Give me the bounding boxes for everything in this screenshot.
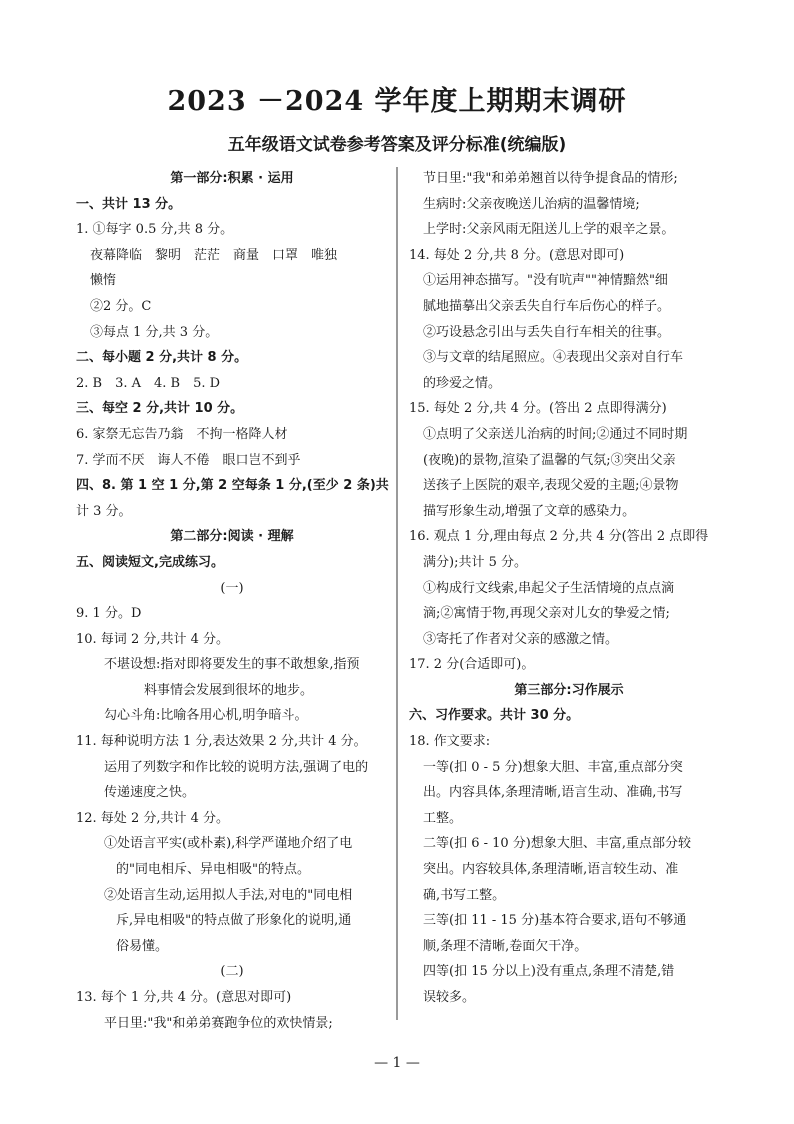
answer-line: 12. 每处 2 分,共计 4 分。	[76, 810, 230, 826]
answer-line: 满分);共计 5 分。	[423, 554, 527, 570]
answer-line: 腻地描摹出父亲丢失自行车后伤心的样子。	[423, 298, 671, 314]
answer-line: ①点明了父亲送儿治病的时间;②通过不同时期	[423, 426, 688, 442]
answer-line: ③与文章的结尾照应。④表现出父亲对自行车	[423, 350, 684, 366]
answer-line: ①运用神态描写。"没有吭声""神情黯然"细	[423, 273, 668, 289]
answer-line: 滴;②寓情于物,再现父亲对儿女的挚爱之情;	[423, 606, 670, 622]
answer-line: 的珍爱之情。	[423, 375, 502, 391]
answer-line: 懒惰	[90, 273, 117, 289]
answer-line: 确,书写工整。	[423, 887, 506, 903]
section-heading: 五、阅读短文,完成练习。	[76, 554, 224, 570]
answer-line: 15. 每处 2 分,共 4 分。(答出 2 点即得满分)	[409, 401, 667, 417]
answer-line: 生病时:父亲夜晚送儿治病的温馨情境;	[423, 196, 640, 212]
section-heading: 三、每空 2 分,共计 10 分。	[76, 401, 244, 417]
answer-line: 9. 1 分。D	[76, 606, 142, 622]
answer-line: 11. 每种说明方法 1 分,表达效果 2 分,共计 4 分。	[76, 734, 367, 750]
answer-line: 传递速度之快。	[104, 785, 196, 801]
right-column	[409, 166, 729, 1011]
answer-line: (夜晚)的景物,渲染了温馨的气氛;③突出父亲	[423, 452, 676, 468]
answer-line: 的"同电相斥、异电相吸"的特点。	[116, 862, 310, 878]
answer-line: 7. 学而不厌 诲人不倦 眼口岂不到乎	[76, 452, 301, 468]
answer-line: 突出。内容较具体,条理清晰,语言较生动、准	[423, 862, 679, 878]
answer-line: ③每点 1 分,共 3 分。	[90, 324, 219, 340]
answer-line: 13. 每个 1 分,共 4 分。(意思对即可)	[76, 990, 292, 1005]
answer-line: 误较多。	[423, 990, 476, 1005]
section-heading: 二、每小题 2 分,共计 8 分。	[76, 350, 248, 366]
column-divider	[396, 167, 398, 1020]
page-number: — 1 —	[374, 1055, 420, 1071]
subsection-label: (二)	[220, 964, 244, 980]
answer-line: 1. ①每字 0.5 分,共 8 分。	[76, 222, 234, 238]
answer-line: 18. 作文要求:	[409, 734, 491, 750]
answer-line: 描写形象生动,增强了文章的感染力。	[423, 503, 636, 519]
part-heading: 第一部分:积累 · 运用	[170, 171, 294, 186]
answer-line: 2. B 3. A 4. B 5. D	[76, 375, 221, 391]
answer-line: 17. 2 分(合适即可)。	[409, 657, 535, 673]
answer-line: ①构成行文线索,串起父子生活情境的点点滴	[423, 580, 675, 596]
answer-line: 夜幕降临 黎明 茫茫 商量 口罩 唯独	[90, 247, 338, 263]
answer-line: 出。内容具体,条理清晰,语言生动、准确,书写	[423, 785, 683, 801]
answer-line: ③寄托了作者对父亲的感激之情。	[423, 631, 619, 647]
document-title: 2023 －2024 学年度上期期末调研	[167, 86, 627, 117]
answer-line: 一等(扣 0 - 5 分)想象大胆、丰富,重点部分突	[423, 759, 683, 775]
answer-line: ②处语言生动,运用拟人手法,对电的"同电相	[104, 887, 353, 903]
answer-line: 上学时:父亲风雨无阻送儿上学的艰辛之景。	[423, 222, 675, 238]
section-heading: 一、共计 13 分。	[76, 196, 182, 212]
answer-line: ②2 分。C	[90, 298, 152, 314]
answer-line: 料事情会发展到很坏的地步。	[144, 682, 314, 698]
answer-line: 14. 每处 2 分,共 8 分。(意思对即可)	[409, 247, 625, 263]
answer-line: 运用了列数字和作比较的说明方法,强调了电的	[104, 759, 369, 775]
section-heading: 六、习作要求。共计 30 分。	[409, 708, 580, 724]
answer-line: 顺,条理不清晰,卷面欠干净。	[423, 938, 588, 954]
answer-line: 计 3 分。	[76, 503, 132, 519]
answer-line: 节日里:"我"和弟弟翘首以待争提食品的情形;	[423, 171, 678, 186]
answer-line: 不堪设想:指对即将要发生的事不敢想象,指预	[104, 657, 360, 673]
answer-line: ①处语言平实(或朴素),科学严谨地介绍了电	[104, 836, 353, 852]
answer-line: 四等(扣 15 分以上)没有重点,条理不清楚,错	[423, 964, 675, 980]
answer-line: 二等(扣 6 - 10 分)想象大胆、丰富,重点部分较	[423, 836, 692, 852]
subsection-label: (一)	[220, 580, 244, 596]
answer-line: 10. 每词 2 分,共计 4 分。	[76, 631, 230, 647]
answer-line: 工整。	[423, 810, 463, 826]
answer-line: 平日里:"我"和弟弟赛跑争位的欢快情景;	[104, 1015, 333, 1031]
answer-line: 6. 家祭无忘告乃翁 不拘一格降人材	[76, 426, 288, 442]
part-heading: 第三部分:习作展示	[514, 682, 624, 698]
answer-line: 三等(扣 11 - 15 分)基本符合要求,语句不够通	[423, 913, 687, 929]
answer-line: ②巧设悬念引出与丢失自行车相关的往事。	[423, 324, 671, 340]
left-column	[76, 166, 388, 1036]
document-subtitle: 五年级语文试卷参考答案及评分标准(统编版)	[227, 135, 567, 155]
part-heading: 第二部分:阅读 · 理解	[170, 529, 294, 545]
section-heading: 四、8. 第 1 空 1 分,第 2 空每条 1 分,(至少 2 条)共	[76, 478, 389, 494]
answer-line: 勾心斗角:比喻各用心机,明争暗斗。	[104, 708, 308, 724]
answer-line: 送孩子上医院的艰辛,表现父爱的主题;④景物	[423, 478, 679, 494]
answer-line: 俗易懂。	[116, 938, 169, 954]
answer-line: 斥,异电相吸"的特点做了形象化的说明,通	[116, 913, 352, 929]
answer-line: 16. 观点 1 分,理由每点 2 分,共 4 分(答出 2 点即得	[409, 529, 709, 545]
